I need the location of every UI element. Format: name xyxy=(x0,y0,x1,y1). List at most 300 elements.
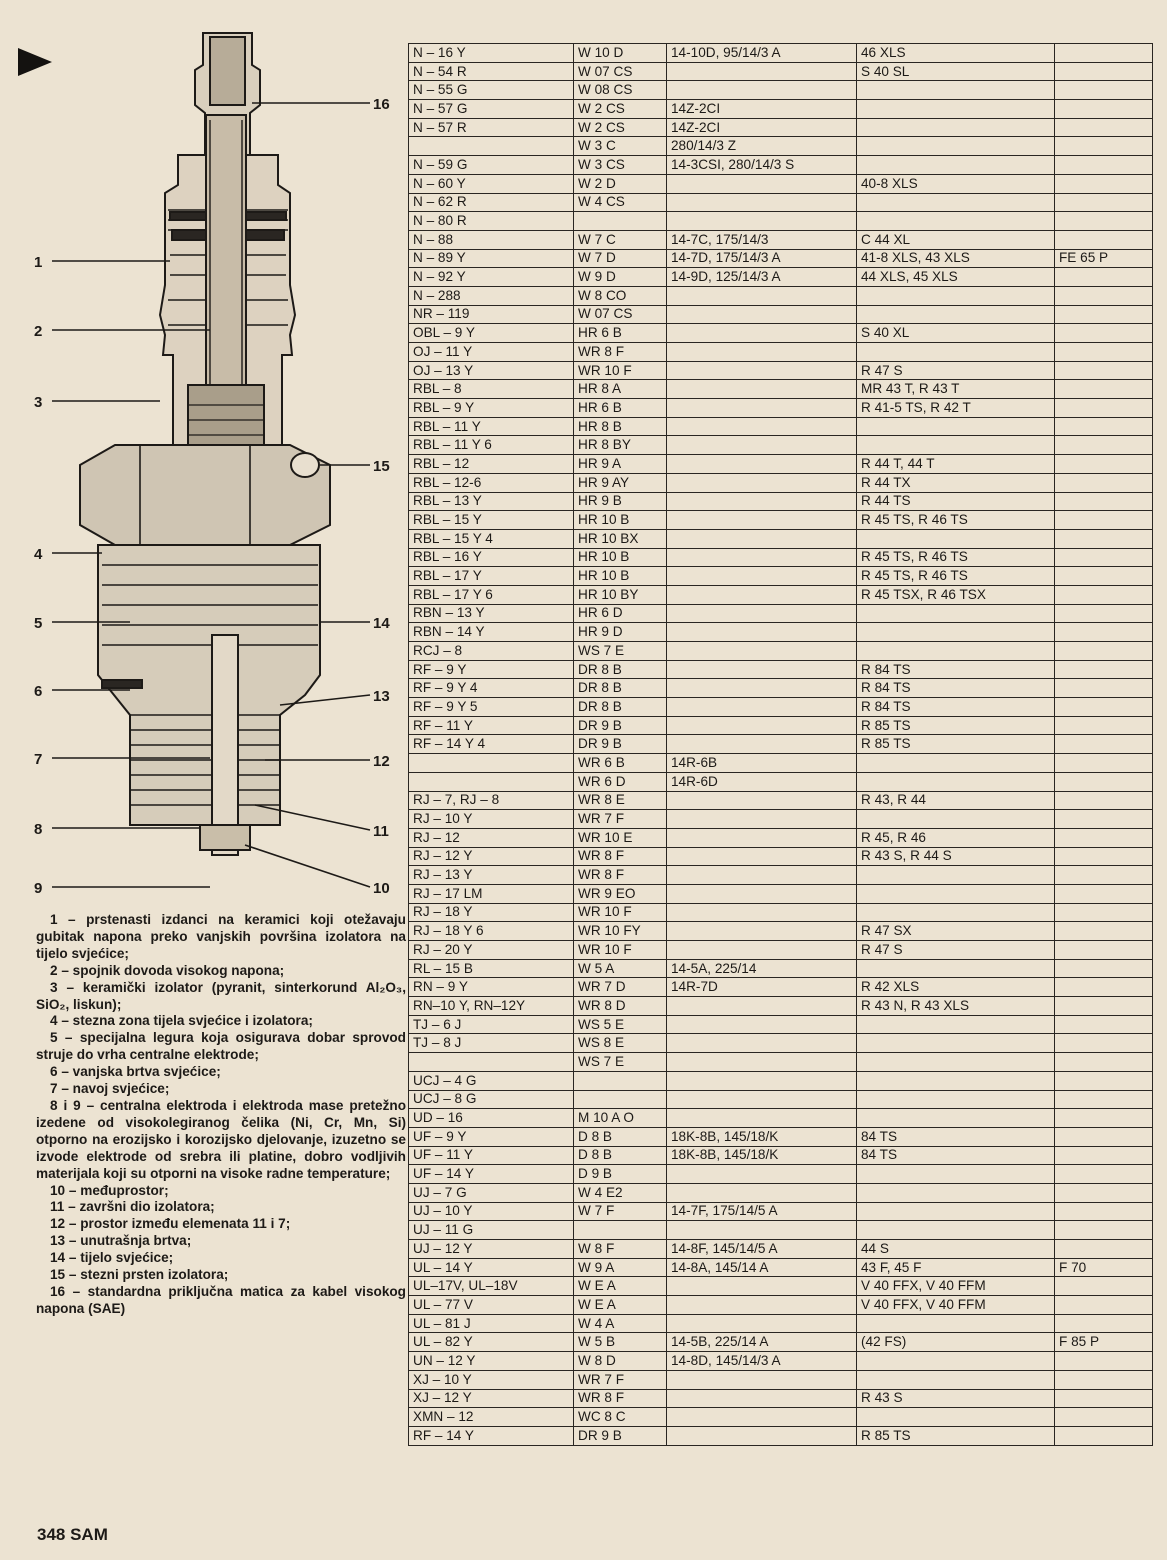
table-cell: S 40 SL xyxy=(857,62,1055,81)
table-cell xyxy=(667,343,857,362)
table-cell: N – 89 Y xyxy=(409,249,574,268)
table-cell: W 10 D xyxy=(574,44,667,63)
diagram-legend xyxy=(36,912,406,1318)
table-cell xyxy=(1055,754,1153,773)
table-cell xyxy=(1055,903,1153,922)
table-cell xyxy=(667,62,857,81)
table-row xyxy=(409,604,1153,623)
table-cell xyxy=(667,492,857,511)
table-cell: 14-7D, 175/14/3 A xyxy=(667,249,857,268)
table-cell: 14-8F, 145/14/5 A xyxy=(667,1240,857,1259)
table-cell: V 40 FFX, V 40 FFM xyxy=(857,1277,1055,1296)
table-cell: W E A xyxy=(574,1277,667,1296)
table-cell: RN – 9 Y xyxy=(409,978,574,997)
table-cell xyxy=(667,361,857,380)
legend-item: 16 – standardna priključna matica za kabel visokog napona (SAE) xyxy=(36,1283,406,1316)
callout-16: 16 xyxy=(373,96,390,113)
table-cell: R 45, R 46 xyxy=(857,828,1055,847)
table-cell xyxy=(1055,436,1153,455)
table-cell xyxy=(1055,1221,1153,1240)
table-cell xyxy=(1055,361,1153,380)
table-cell xyxy=(667,567,857,586)
table-cell xyxy=(1055,417,1153,436)
table-cell: 14-7F, 175/14/5 A xyxy=(667,1202,857,1221)
table-cell xyxy=(857,1109,1055,1128)
table-cell: R 45 TS, R 46 TS xyxy=(857,548,1055,567)
table-cell: 14-5A, 225/14 xyxy=(667,959,857,978)
table-cell: WR 7 D xyxy=(574,978,667,997)
page-footer: 348 SAM xyxy=(37,1525,108,1544)
table-cell: RJ – 18 Y 6 xyxy=(409,922,574,941)
table-cell xyxy=(667,1071,857,1090)
table-cell: UL – 82 Y xyxy=(409,1333,574,1352)
table-cell xyxy=(1055,174,1153,193)
table-cell: 41-8 XLS, 43 XLS xyxy=(857,249,1055,268)
table-cell: RBL – 15 Y 4 xyxy=(409,529,574,548)
table-cell: XJ – 10 Y xyxy=(409,1370,574,1389)
table-cell: R 84 TS xyxy=(857,660,1055,679)
table-row xyxy=(409,249,1153,268)
table-cell: RJ – 10 Y xyxy=(409,810,574,829)
legend-item: 10 – međuprostor; xyxy=(50,1182,169,1198)
table-cell xyxy=(1055,1183,1153,1202)
table-row xyxy=(409,548,1153,567)
table-cell: HR 10 BX xyxy=(574,529,667,548)
table-row xyxy=(409,1370,1153,1389)
table-cell xyxy=(1055,623,1153,642)
table-cell xyxy=(857,417,1055,436)
table-cell xyxy=(1055,286,1153,305)
table-cell: V 40 FFX, V 40 FFM xyxy=(857,1296,1055,1315)
table-cell xyxy=(1055,324,1153,343)
table-cell: R 41-5 TS, R 42 T xyxy=(857,399,1055,418)
table-cell: W 4 A xyxy=(574,1314,667,1333)
table-cell xyxy=(1055,1165,1153,1184)
table-cell xyxy=(667,866,857,885)
table-cell: WS 5 E xyxy=(574,1015,667,1034)
legend-item: 13 – unutrašnja brtva; xyxy=(50,1233,192,1249)
table-cell xyxy=(1055,642,1153,661)
table-cell xyxy=(1055,1389,1153,1408)
table-cell: W 5 A xyxy=(574,959,667,978)
table-cell: W 9 D xyxy=(574,268,667,287)
table-cell xyxy=(1055,679,1153,698)
table-cell xyxy=(667,884,857,903)
table-cell xyxy=(667,399,857,418)
table-cell xyxy=(1055,62,1153,81)
table-cell: WR 10 FY xyxy=(574,922,667,941)
table-cell: RBL – 17 Y xyxy=(409,567,574,586)
table-cell: R 47 S xyxy=(857,941,1055,960)
table-cell: UF – 14 Y xyxy=(409,1165,574,1184)
table-cell xyxy=(857,156,1055,175)
table-cell: DR 9 B xyxy=(574,1426,667,1445)
table-cell: RF – 9 Y 5 xyxy=(409,698,574,717)
table-cell xyxy=(857,1165,1055,1184)
table-cell xyxy=(667,997,857,1016)
table-cell: WR 8 F xyxy=(574,1389,667,1408)
table-cell xyxy=(667,417,857,436)
table-cell: WR 8 D xyxy=(574,997,667,1016)
table-cell: RF – 14 Y xyxy=(409,1426,574,1445)
table-row xyxy=(409,137,1153,156)
table-cell: N – 16 Y xyxy=(409,44,574,63)
table-cell xyxy=(1055,810,1153,829)
spark-plug-equivalence-table xyxy=(408,43,1153,1446)
callout-8: 8 xyxy=(34,821,43,838)
table-cell: RJ – 17 LM xyxy=(409,884,574,903)
table-row xyxy=(409,1034,1153,1053)
table-cell: WR 6 B xyxy=(574,754,667,773)
table-cell xyxy=(1055,866,1153,885)
table-cell xyxy=(667,455,857,474)
table-cell: DR 9 B xyxy=(574,716,667,735)
table-cell: W 7 C xyxy=(574,230,667,249)
table-cell xyxy=(1055,1146,1153,1165)
table-cell xyxy=(1055,1352,1153,1371)
table-row xyxy=(409,455,1153,474)
table-row xyxy=(409,791,1153,810)
table-cell: 14R-6D xyxy=(667,772,857,791)
table-cell: R 43 S, R 44 S xyxy=(857,847,1055,866)
table-row xyxy=(409,1165,1153,1184)
table-cell: 18K-8B, 145/18/K xyxy=(667,1146,857,1165)
table-cell xyxy=(667,847,857,866)
table-cell: R 85 TS xyxy=(857,716,1055,735)
table-cell xyxy=(667,473,857,492)
table-row xyxy=(409,1426,1153,1445)
table-cell xyxy=(1055,118,1153,137)
table-cell: HR 6 B xyxy=(574,399,667,418)
table-cell xyxy=(1055,1034,1153,1053)
table-cell: TJ – 8 J xyxy=(409,1034,574,1053)
table-cell xyxy=(1055,305,1153,324)
table-cell xyxy=(857,772,1055,791)
table-cell xyxy=(857,1221,1055,1240)
table-cell: RJ – 18 Y xyxy=(409,903,574,922)
table-cell: WS 8 E xyxy=(574,1034,667,1053)
table-cell xyxy=(667,1296,857,1315)
table-cell: HR 9 B xyxy=(574,492,667,511)
table-cell: 14-8D, 145/14/3 A xyxy=(667,1352,857,1371)
table-row xyxy=(409,62,1153,81)
table-row xyxy=(409,473,1153,492)
table-cell: RF – 14 Y 4 xyxy=(409,735,574,754)
table-cell xyxy=(857,1352,1055,1371)
callout-6: 6 xyxy=(34,683,43,700)
table-cell: R 44 T, 44 T xyxy=(857,455,1055,474)
table-cell: RN–10 Y, RN–12Y xyxy=(409,997,574,1016)
table-cell xyxy=(1055,137,1153,156)
legend-item: 8 i 9 – centralna elektroda i elektroda mase pretežno izedene od visokolegiranog čelika (Ni, Cr, Mn, Si) otporno na erozijsko i korozijsko djelovanje, izuzetno se izvode elektrode od srebra ili platine, dobro vodljivih materijala koji su otporni na visoke radne temperature; xyxy=(36,1097,406,1181)
legend-item: 4 – stezna zona tijela svjećice i izolatora; xyxy=(50,1013,313,1029)
table-cell xyxy=(857,137,1055,156)
table-row xyxy=(409,1202,1153,1221)
table-cell: RBL – 13 Y xyxy=(409,492,574,511)
table-cell xyxy=(667,716,857,735)
table-row xyxy=(409,828,1153,847)
table-cell xyxy=(857,866,1055,885)
table-cell xyxy=(1055,455,1153,474)
table-row xyxy=(409,866,1153,885)
table-cell xyxy=(1055,1426,1153,1445)
table-row xyxy=(409,1053,1153,1072)
legend-item: 5 – specijalna legura koja osigurava dobar sprovod struje do vrha centralne elektrode; xyxy=(36,1030,406,1063)
table-cell xyxy=(1055,100,1153,119)
table-cell: W 5 B xyxy=(574,1333,667,1352)
table-cell: W 08 CS xyxy=(574,81,667,100)
table-cell: W E A xyxy=(574,1296,667,1315)
table-cell xyxy=(667,193,857,212)
callout-4: 4 xyxy=(34,546,43,563)
table-cell: 14Z-2CI xyxy=(667,100,857,119)
table-cell: UCJ – 8 G xyxy=(409,1090,574,1109)
table-cell xyxy=(857,1015,1055,1034)
table-cell: DR 9 B xyxy=(574,735,667,754)
table-cell: D 8 B xyxy=(574,1146,667,1165)
table-cell: W 3 CS xyxy=(574,156,667,175)
table-row xyxy=(409,1015,1153,1034)
table-cell: 280/14/3 Z xyxy=(667,137,857,156)
table-cell: R 47 S xyxy=(857,361,1055,380)
table-cell: 44 S xyxy=(857,1240,1055,1259)
table-cell: RBL – 11 Y 6 xyxy=(409,436,574,455)
table-cell xyxy=(667,623,857,642)
callout-13: 13 xyxy=(373,688,390,705)
table-cell: 46 XLS xyxy=(857,44,1055,63)
legend-item: 6 – vanjska brtva svjećice; xyxy=(50,1064,221,1080)
table-row xyxy=(409,1277,1153,1296)
legend-item: 11 – završni dio izolatora; xyxy=(50,1199,215,1215)
table-cell: R 45 TS, R 46 TS xyxy=(857,511,1055,530)
callout-11: 11 xyxy=(373,823,389,840)
table-cell xyxy=(667,585,857,604)
table-cell: WR 6 D xyxy=(574,772,667,791)
table-cell xyxy=(667,1183,857,1202)
table-cell xyxy=(857,529,1055,548)
table-cell: R 42 XLS xyxy=(857,978,1055,997)
table-row xyxy=(409,399,1153,418)
callout-15: 15 xyxy=(373,458,390,475)
table-cell: C 44 XL xyxy=(857,230,1055,249)
table-cell xyxy=(574,1071,667,1090)
table-cell xyxy=(857,604,1055,623)
table-cell: N – 57 G xyxy=(409,100,574,119)
table-cell xyxy=(857,1034,1055,1053)
callout-10: 10 xyxy=(373,880,390,897)
table-cell: 84 TS xyxy=(857,1127,1055,1146)
table-cell: 14-7C, 175/14/3 xyxy=(667,230,857,249)
table-cell xyxy=(574,1090,667,1109)
table-cell xyxy=(667,1370,857,1389)
table-row xyxy=(409,1408,1153,1427)
table-cell xyxy=(667,1314,857,1333)
table-cell xyxy=(1055,1314,1153,1333)
table-cell xyxy=(667,1090,857,1109)
table-cell: UL – 81 J xyxy=(409,1314,574,1333)
callout-3: 3 xyxy=(34,394,43,411)
table-cell xyxy=(667,1221,857,1240)
table-row xyxy=(409,698,1153,717)
table-cell xyxy=(857,1370,1055,1389)
table-cell xyxy=(1055,660,1153,679)
table-cell xyxy=(1055,1240,1153,1259)
table-cell: R 43 N, R 43 XLS xyxy=(857,997,1055,1016)
table-cell: R 85 TS xyxy=(857,735,1055,754)
table-cell: HR 9 D xyxy=(574,623,667,642)
table-cell: HR 6 D xyxy=(574,604,667,623)
table-cell xyxy=(1055,941,1153,960)
table-cell: RF – 9 Y xyxy=(409,660,574,679)
table-row xyxy=(409,567,1153,586)
table-cell: 40-8 XLS xyxy=(857,174,1055,193)
table-cell xyxy=(409,137,574,156)
table-cell: WR 10 E xyxy=(574,828,667,847)
table-row xyxy=(409,529,1153,548)
table-cell: 14-10D, 95/14/3 A xyxy=(667,44,857,63)
table-cell xyxy=(667,212,857,231)
table-cell: N – 288 xyxy=(409,286,574,305)
table-cell: 14R-6B xyxy=(667,754,857,773)
table-cell xyxy=(667,305,857,324)
table-cell xyxy=(1055,828,1153,847)
table-cell xyxy=(857,810,1055,829)
table-row xyxy=(409,978,1153,997)
callout-2: 2 xyxy=(34,323,43,340)
table-row xyxy=(409,1333,1153,1352)
table-row xyxy=(409,1258,1153,1277)
table-cell: W 3 C xyxy=(574,137,667,156)
table-cell: UL – 77 V xyxy=(409,1296,574,1315)
table-cell xyxy=(667,436,857,455)
table-cell xyxy=(667,791,857,810)
table-cell xyxy=(1055,604,1153,623)
table-cell: TJ – 6 J xyxy=(409,1015,574,1034)
table-row xyxy=(409,417,1153,436)
table-cell xyxy=(667,1053,857,1072)
callout-9: 9 xyxy=(34,880,43,897)
table-cell xyxy=(1055,548,1153,567)
table-cell: 14-8A, 145/14 A xyxy=(667,1258,857,1277)
legend-item: 1 – prstenasti izdanci na keramici koji otežavaju gubitak napona preko vanjskih površina izolatora na tijelo svjećice; xyxy=(36,912,406,961)
table-cell: 43 F, 45 F xyxy=(857,1258,1055,1277)
table-cell: DR 8 B xyxy=(574,660,667,679)
table-cell xyxy=(1055,1370,1153,1389)
table-cell xyxy=(667,380,857,399)
table-cell: W 8 F xyxy=(574,1240,667,1259)
table-cell xyxy=(857,1053,1055,1072)
table-cell xyxy=(1055,1053,1153,1072)
table-cell xyxy=(857,286,1055,305)
table-cell: WR 10 F xyxy=(574,903,667,922)
table-cell: WR 10 F xyxy=(574,361,667,380)
table-cell xyxy=(1055,1296,1153,1315)
table-cell xyxy=(857,193,1055,212)
table-cell xyxy=(667,941,857,960)
table-cell xyxy=(1055,343,1153,362)
table-cell: R 43 S xyxy=(857,1389,1055,1408)
table-cell: R 84 TS xyxy=(857,698,1055,717)
table-cell: F 70 xyxy=(1055,1258,1153,1277)
table-cell: W 07 CS xyxy=(574,305,667,324)
table-cell: RBL – 15 Y xyxy=(409,511,574,530)
legend-item: 2 – spojnik dovoda visokog napona; xyxy=(50,962,285,978)
table-cell: UF – 11 Y xyxy=(409,1146,574,1165)
table-cell xyxy=(1055,698,1153,717)
table-row xyxy=(409,361,1153,380)
table-cell: RJ – 20 Y xyxy=(409,941,574,960)
table-cell xyxy=(1055,997,1153,1016)
table-cell xyxy=(667,1165,857,1184)
table-cell: D 9 B xyxy=(574,1165,667,1184)
table-cell: WC 8 C xyxy=(574,1408,667,1427)
table-cell xyxy=(857,81,1055,100)
table-cell: RL – 15 B xyxy=(409,959,574,978)
table-cell xyxy=(667,604,857,623)
table-cell: DR 8 B xyxy=(574,698,667,717)
table-cell xyxy=(1055,1109,1153,1128)
table-row xyxy=(409,156,1153,175)
table-cell: RCJ – 8 xyxy=(409,642,574,661)
table-cell: R 43, R 44 xyxy=(857,791,1055,810)
table-cell xyxy=(857,118,1055,137)
table-cell: W 4 E2 xyxy=(574,1183,667,1202)
table-cell xyxy=(857,1071,1055,1090)
table-cell xyxy=(857,959,1055,978)
table-cell: RBL – 16 Y xyxy=(409,548,574,567)
table-cell: UJ – 12 Y xyxy=(409,1240,574,1259)
table-row xyxy=(409,1314,1153,1333)
table-cell: N – 62 R xyxy=(409,193,574,212)
table-row xyxy=(409,193,1153,212)
table-cell xyxy=(667,1015,857,1034)
table-row xyxy=(409,884,1153,903)
spark-plug-diagram xyxy=(20,25,410,905)
table-cell xyxy=(1055,268,1153,287)
table-cell: 14-5B, 225/14 A xyxy=(667,1333,857,1352)
table-cell: 14R-7D xyxy=(667,978,857,997)
legend-item: 14 – tijelo svjećice; xyxy=(50,1250,174,1266)
table-cell: 18K-8B, 145/18/K xyxy=(667,1127,857,1146)
table-row xyxy=(409,903,1153,922)
table-cell: WR 9 EO xyxy=(574,884,667,903)
table-row xyxy=(409,380,1153,399)
table-cell xyxy=(667,1408,857,1427)
table-cell: UL–17V, UL–18V xyxy=(409,1277,574,1296)
table-row xyxy=(409,679,1153,698)
table-cell: OBL – 9 Y xyxy=(409,324,574,343)
table-cell: NR – 119 xyxy=(409,305,574,324)
table-cell: UN – 12 Y xyxy=(409,1352,574,1371)
table-cell xyxy=(667,324,857,343)
table-cell xyxy=(1055,922,1153,941)
legend-item: 15 – stezni prsten izolatora; xyxy=(50,1267,229,1283)
table-row xyxy=(409,212,1153,231)
table-row xyxy=(409,922,1153,941)
table-cell: OJ – 13 Y xyxy=(409,361,574,380)
table-row xyxy=(409,1221,1153,1240)
table-row xyxy=(409,810,1153,829)
table-row xyxy=(409,1183,1153,1202)
table-cell xyxy=(667,1277,857,1296)
table-cell xyxy=(667,81,857,100)
table-cell xyxy=(1055,791,1153,810)
table-cell xyxy=(1055,1408,1153,1427)
table-row xyxy=(409,268,1153,287)
table-row xyxy=(409,847,1153,866)
table-cell: N – 59 G xyxy=(409,156,574,175)
table-cell xyxy=(1055,529,1153,548)
